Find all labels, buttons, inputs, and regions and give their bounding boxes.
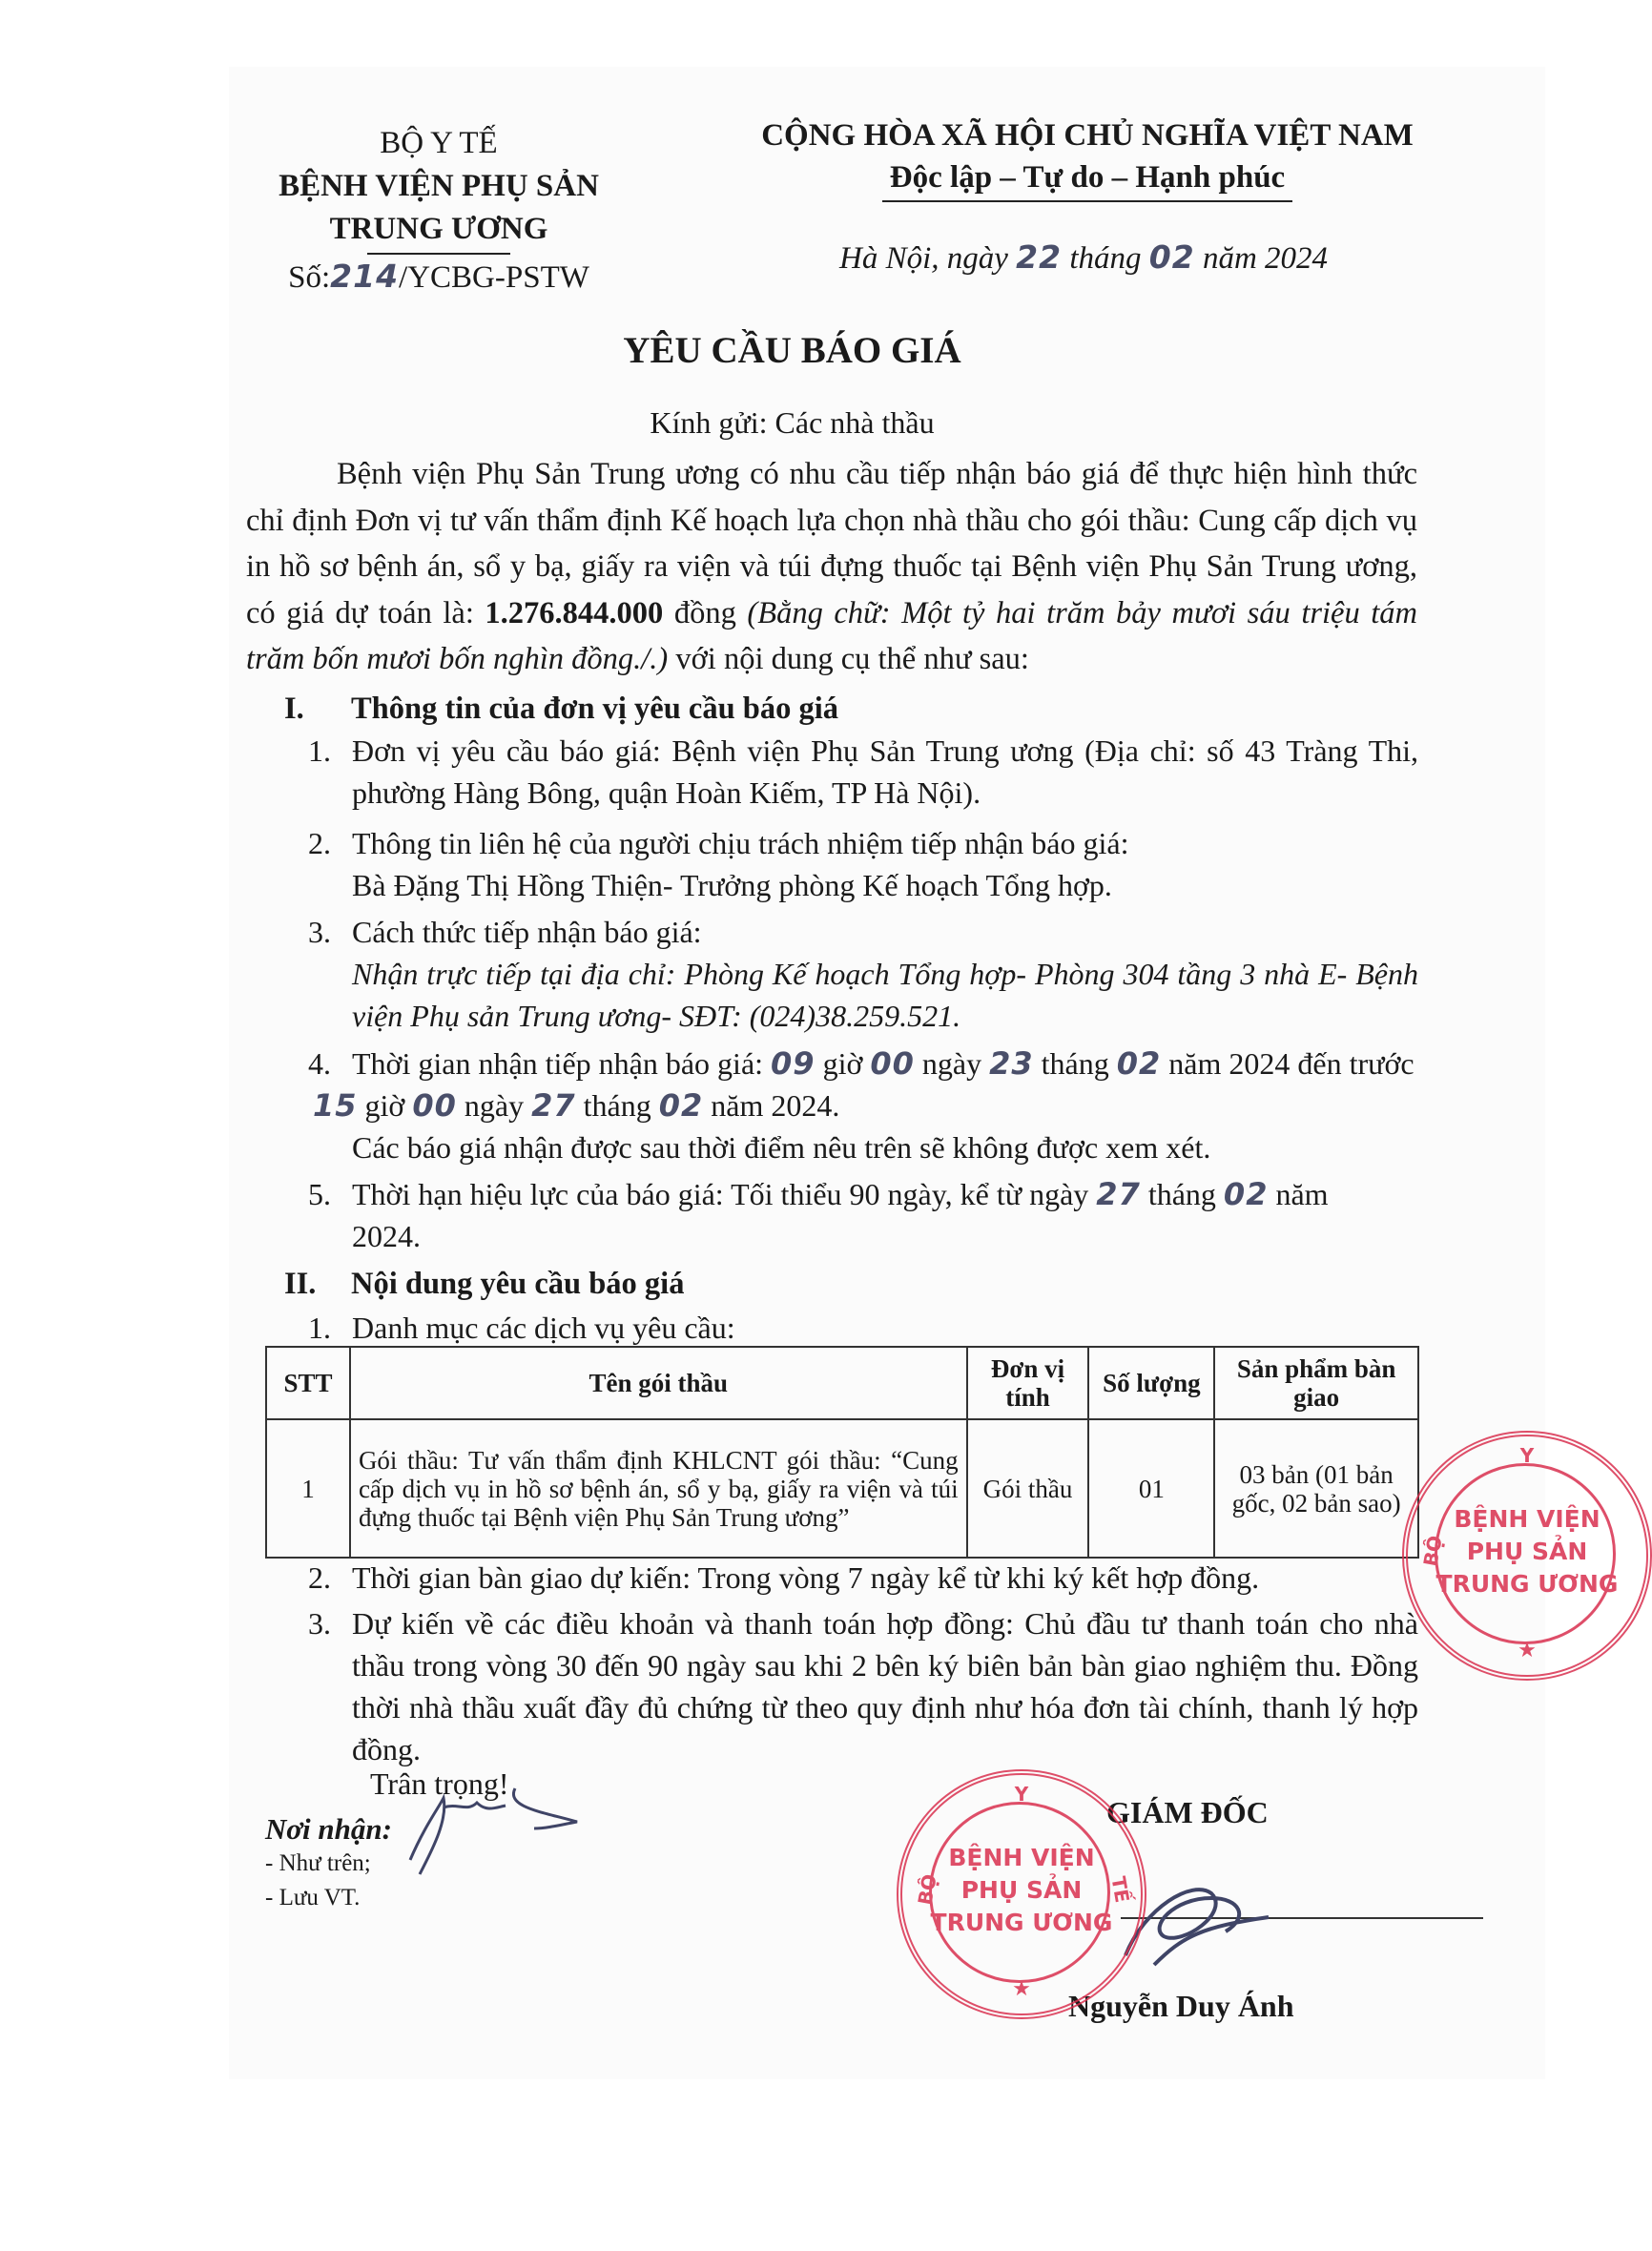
col-header-package-name: Tên gói thầu — [350, 1347, 967, 1419]
col-header-deliverable: Sản phẩm bàn giao — [1214, 1347, 1418, 1419]
intro-paragraph: Bệnh viện Phụ Sản Trung ương có nhu cầu tiếp nhận báo giá để thực hiện hình thức chỉ định Đơn vị tư vấn thẩm định Kế hoạch lựa chọn nhà thầu cho gói thầu: Cung cấp dịch vụ in hồ sơ bệnh án, sổ y bạ, giấy ra viện và túi đựng thuốc tại Bệnh viện Phụ Sản Trung ương, có giá dự toán là: 1.276.844.000 đồng (Bằng chữ: Một tỷ hai trăm bảy mươi sáu triệu tám trăm bốn mươi bốn nghìn đồng./.) với nội dung cụ thể như sau: — [246, 457, 1417, 676]
recipients-label: Nơi nhận: — [265, 1812, 392, 1846]
col-header-quantity: Số lượng — [1088, 1347, 1214, 1419]
issuer-block — [238, 122, 639, 299]
s2-item-2: 2. Thời gian bàn giao dự kiến: Trong vòng 7 ngày kể từ khi ký kết hợp đồng. — [308, 1560, 1260, 1595]
doc-number-handwritten: 214 — [330, 258, 400, 295]
national-motto: Độc lập – Tự do – Hạnh phúc — [889, 160, 1286, 195]
col-header-unit: Đơn vị tính — [967, 1347, 1089, 1419]
budget-amount-words: (Bằng chữ: Một tỷ hai trăm bảy mươi sáu triệu tám trăm bốn mươi bốn nghìn đồng./.) — [246, 595, 1417, 676]
budget-amount: 1.276.844.000 — [485, 595, 664, 630]
hospital-seal-icon: Y BỘ TẾ BỆNH VIỆN PHỤ SẢN TRUNG ƯƠNG ★ — [897, 1769, 1146, 2019]
hospital-name-line1: BỆNH VIỆN PHỤ SẢN — [279, 169, 599, 203]
receipt-address: Nhận trực tiếp tại địa chỉ: Phòng Kế hoạch Tổng hợp- Phòng 304 tầng 3 nhà E- Bệnh viện Phụ sản Trung ương- SĐT: (024)38.259.521. — [352, 957, 1418, 1033]
recipient-item: - Như trên; — [265, 1850, 371, 1876]
date-month-handwritten: 02 — [1148, 238, 1195, 276]
cell-deliverable: 03 bản (01 bản gốc, 02 bản sao) — [1214, 1419, 1418, 1558]
republic-name: CỘNG HÒA XÃ HỘI CHỦ NGHĨA VIỆT NAM — [761, 118, 1414, 153]
cell-stt: 1 — [266, 1419, 350, 1558]
signatory-role: GIÁM ĐỐC — [1106, 1795, 1269, 1829]
edge-seal-clip — [1402, 1431, 1619, 1669]
republic-block — [658, 114, 1517, 202]
document-title: YÊU CẦU BÁO GIÁ — [623, 330, 961, 371]
motto-underline — [882, 200, 1292, 202]
s1-item-5: 5. Thời hạn hiệu lực của báo giá: Tối thiểu 90 ngày, kể từ ngày 27 tháng 02 năm 2024. — [308, 1176, 1329, 1253]
issue-date: Hà Nội, ngày 22 tháng 02 năm 2024 — [839, 238, 1329, 276]
cell-quantity: 01 — [1088, 1419, 1214, 1558]
s2-item-3: 3. Dự kiến về các điều khoản và thanh toán hợp đồng: Chủ đầu tư thanh toán cho nhà thầu trong vòng 30 đến 90 ngày sau khi 2 bên ký biên bản bàn giao nghiệm thu. Đồng thời nhà thầu xuất đầy đủ chứng từ theo quy định như hóa đơn tài chính, thanh lý hợp đồng. — [308, 1606, 1418, 1766]
table-header-row — [266, 1347, 1418, 1419]
s1-item-4: 4. Thời gian nhận tiếp nhận báo giá: 09 giờ 00 ngày 23 tháng 02 năm 2024 đến trước 15 giờ 00 ngày 27 tháng 02 năm 2024. Các báo giá nhận được sau thời điểm nêu trên sẽ không được xem xét. — [308, 1045, 1415, 1165]
services-table — [265, 1346, 1419, 1559]
salutation: Kính gửi: Các nhà thầu — [650, 405, 935, 440]
recipient-item: - Lưu VT. — [265, 1885, 361, 1910]
s2-item-1: 1. Danh mục các dịch vụ yêu cầu: — [308, 1311, 735, 1345]
cell-package-name: Gói thầu: Tư vấn thẩm định KHLCNT gói thầu: “Cung cấp dịch vụ in hồ sơ bệnh án, sổ y bạ, giấy ra viện và túi đựng thuốc tại Bệnh viện Phụ Sản Trung ương” — [350, 1419, 967, 1558]
table-row — [266, 1419, 1418, 1558]
s1-item-1: 1. Đơn vị yêu cầu báo giá: Bệnh viện Phụ Sản Trung ương (Địa chỉ: số 43 Tràng Thi, phường Hàng Bông, quận Hoàn Kiếm, TP Hà Nội). — [308, 733, 1418, 810]
document-number: Số:214/YCBG-PSTW — [288, 258, 589, 295]
ministry-name: BỘ Y TẾ — [380, 126, 498, 160]
cell-unit: Gói thầu — [967, 1419, 1089, 1558]
hospital-name-line2: TRUNG ƯƠNG — [329, 212, 548, 246]
s1-item-3: 3. Cách thức tiếp nhận báo giá: Nhận trực tiếp tại địa chỉ: Phòng Kế hoạch Tổng hợp- Phòng 304 tầng 3 nhà E- Bệnh viện Phụ sản Trung ương- SĐT: (024)38.259.521. — [308, 911, 1424, 1035]
initial-signature-icon — [401, 1769, 591, 1884]
date-day-handwritten: 22 — [1016, 238, 1063, 276]
signatory-name: Nguyễn Duy Ánh — [1068, 1989, 1294, 2023]
s1-item-2: 2. Thông tin liên hệ của người chịu trách nhiệm tiếp nhận báo giá: Bà Đặng Thị Hồng Thiện- Trưởng phòng Kế hoạch Tổng hợp. — [308, 826, 1129, 902]
closing-remark: Trân trọng! — [370, 1766, 509, 1801]
col-header-stt: STT — [266, 1347, 350, 1419]
edge-seal-icon: Y BỘ BỆNH VIỆN PHỤ SẢN TRUNG ƯƠNG ★ — [1402, 1431, 1652, 1681]
